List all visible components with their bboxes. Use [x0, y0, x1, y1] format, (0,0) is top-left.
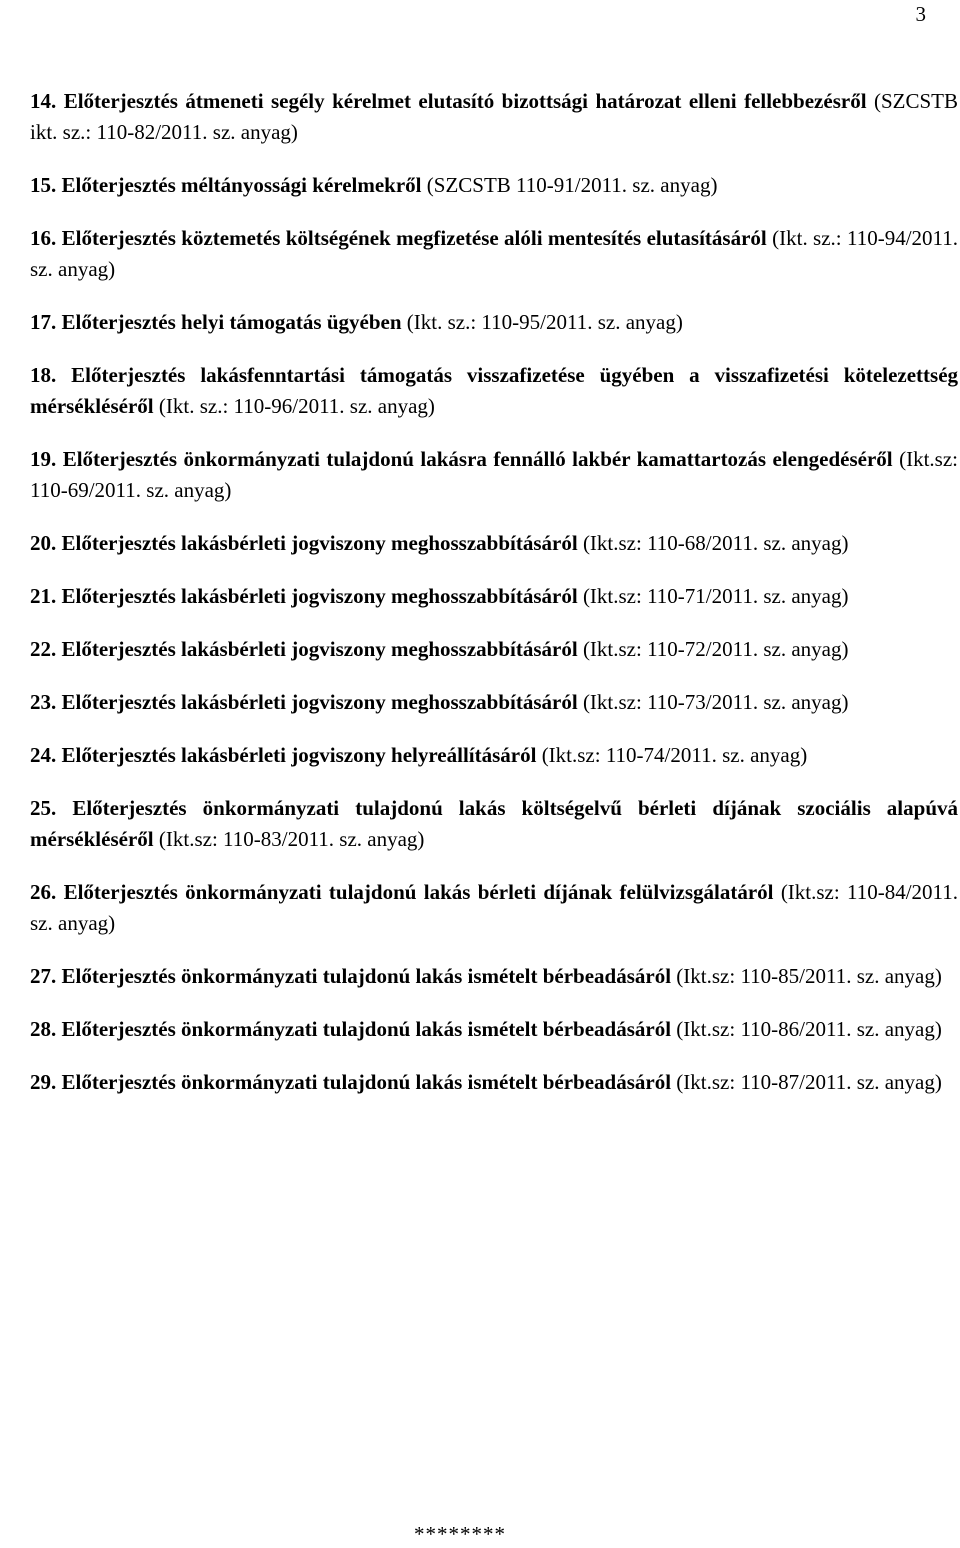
agenda-item	[30, 581, 960, 612]
item-number: 25.	[30, 796, 57, 820]
agenda-item	[30, 360, 960, 422]
item-number: 19.	[30, 447, 57, 471]
item-number: 14.	[30, 89, 57, 113]
item-reference: (Ikt. sz.: 110-94/2011. sz. anyag)	[30, 226, 959, 281]
item-title: Előterjesztés önkormányzati tulajdonú lakás ismételt bérbeadásáról	[61, 1017, 672, 1041]
agenda-item	[30, 223, 960, 285]
item-reference: (Ikt.sz: 110-85/2011. sz. anyag)	[676, 964, 942, 988]
item-reference: (Ikt. sz.: 110-95/2011. sz. anyag)	[406, 310, 683, 334]
end-marker: ********	[414, 1522, 506, 1546]
item-reference: (Ikt.sz: 110-87/2011. sz. anyag)	[676, 1070, 942, 1094]
item-number: 18.	[30, 363, 57, 387]
item-reference: (Ikt.sz: 110-72/2011. sz. anyag)	[582, 637, 849, 661]
agenda-item	[30, 86, 960, 148]
item-title: Előterjesztés átmeneti segély kérelmet elutasító bizottsági határozat elleni fellebbezésről	[63, 89, 867, 113]
item-number: 24.	[30, 743, 57, 767]
item-number: 16.	[30, 226, 57, 250]
item-reference: (Ikt.sz: 110-73/2011. sz. anyag)	[582, 690, 849, 714]
item-number: 15.	[30, 173, 57, 197]
page-number: 3	[915, 2, 926, 26]
item-reference: (SZCSTB 110-91/2011. sz. anyag)	[426, 173, 718, 197]
item-title: Előterjesztés köztemetés költségének megfizetése alóli mentesítés elutasításáról	[61, 226, 767, 250]
agenda-item	[30, 793, 960, 855]
item-number: 28.	[30, 1017, 57, 1041]
item-reference: (Ikt.sz: 110-68/2011. sz. anyag)	[582, 531, 849, 555]
agenda-list	[30, 86, 960, 1120]
agenda-item	[30, 634, 960, 665]
agenda-item	[30, 687, 960, 718]
item-number: 29.	[30, 1070, 57, 1094]
item-title: Előterjesztés önkormányzati tulajdonú lakás ismételt bérbeadásáról	[61, 964, 672, 988]
item-number: 17.	[30, 310, 57, 334]
item-title: Előterjesztés méltányossági kérelmekről	[61, 173, 422, 197]
agenda-item	[30, 1067, 960, 1098]
item-reference: (Ikt.sz: 110-69/2011. sz. anyag)	[30, 447, 959, 502]
agenda-item	[30, 170, 960, 201]
item-reference: (Ikt.sz: 110-74/2011. sz. anyag)	[541, 743, 808, 767]
item-title: Előterjesztés lakásbérleti jogviszony meghosszabbításáról	[61, 584, 578, 608]
item-number: 26.	[30, 880, 57, 904]
item-title: Előterjesztés önkormányzati tulajdonú lakásra fennálló lakbér kamattartozás elengedéséről	[62, 447, 893, 471]
item-reference: (Ikt. sz.: 110-96/2011. sz. anyag)	[158, 394, 435, 418]
agenda-item	[30, 1014, 960, 1045]
agenda-item	[30, 877, 960, 939]
item-reference: (Ikt.sz: 110-86/2011. sz. anyag)	[676, 1017, 942, 1041]
agenda-item	[30, 444, 960, 506]
item-title: Előterjesztés önkormányzati tulajdonú lakás bérleti díjának felülvizsgálatáról	[63, 880, 774, 904]
agenda-item	[30, 307, 960, 338]
item-reference: (Ikt.sz: 110-71/2011. sz. anyag)	[582, 584, 849, 608]
item-reference: (Ikt.sz: 110-83/2011. sz. anyag)	[158, 827, 425, 851]
agenda-item	[30, 528, 960, 559]
item-number: 21.	[30, 584, 57, 608]
item-title: Előterjesztés lakásbérleti jogviszony meghosszabbításáról	[61, 637, 578, 661]
item-number: 27.	[30, 964, 57, 988]
item-number: 22.	[30, 637, 57, 661]
item-title: Előterjesztés lakásfenntartási támogatás visszafizetése ügyében a visszafizetési kötelezettség mérsékléséről	[30, 363, 959, 418]
item-title: Előterjesztés önkormányzati tulajdonú lakás költségelvű bérleti díjának szociális alapúvá mérsékléséről	[30, 796, 958, 851]
item-reference: (SZCSTB ikt. sz.: 110-82/2011. sz. anyag)	[30, 89, 959, 144]
item-title: Előterjesztés lakásbérleti jogviszony helyreállításáról	[61, 743, 537, 767]
agenda-item	[30, 961, 960, 992]
item-number: 20.	[30, 531, 57, 555]
agenda-item	[30, 740, 960, 771]
item-title: Előterjesztés helyi támogatás ügyében	[61, 310, 402, 334]
item-title: Előterjesztés önkormányzati tulajdonú lakás ismételt bérbeadásáról	[61, 1070, 672, 1094]
item-number: 23.	[30, 690, 57, 714]
item-title: Előterjesztés lakásbérleti jogviszony meghosszabbításáról	[61, 690, 578, 714]
item-reference: (Ikt.sz: 110-84/2011. sz. anyag)	[30, 880, 959, 935]
item-title: Előterjesztés lakásbérleti jogviszony meghosszabbításáról	[61, 531, 578, 555]
